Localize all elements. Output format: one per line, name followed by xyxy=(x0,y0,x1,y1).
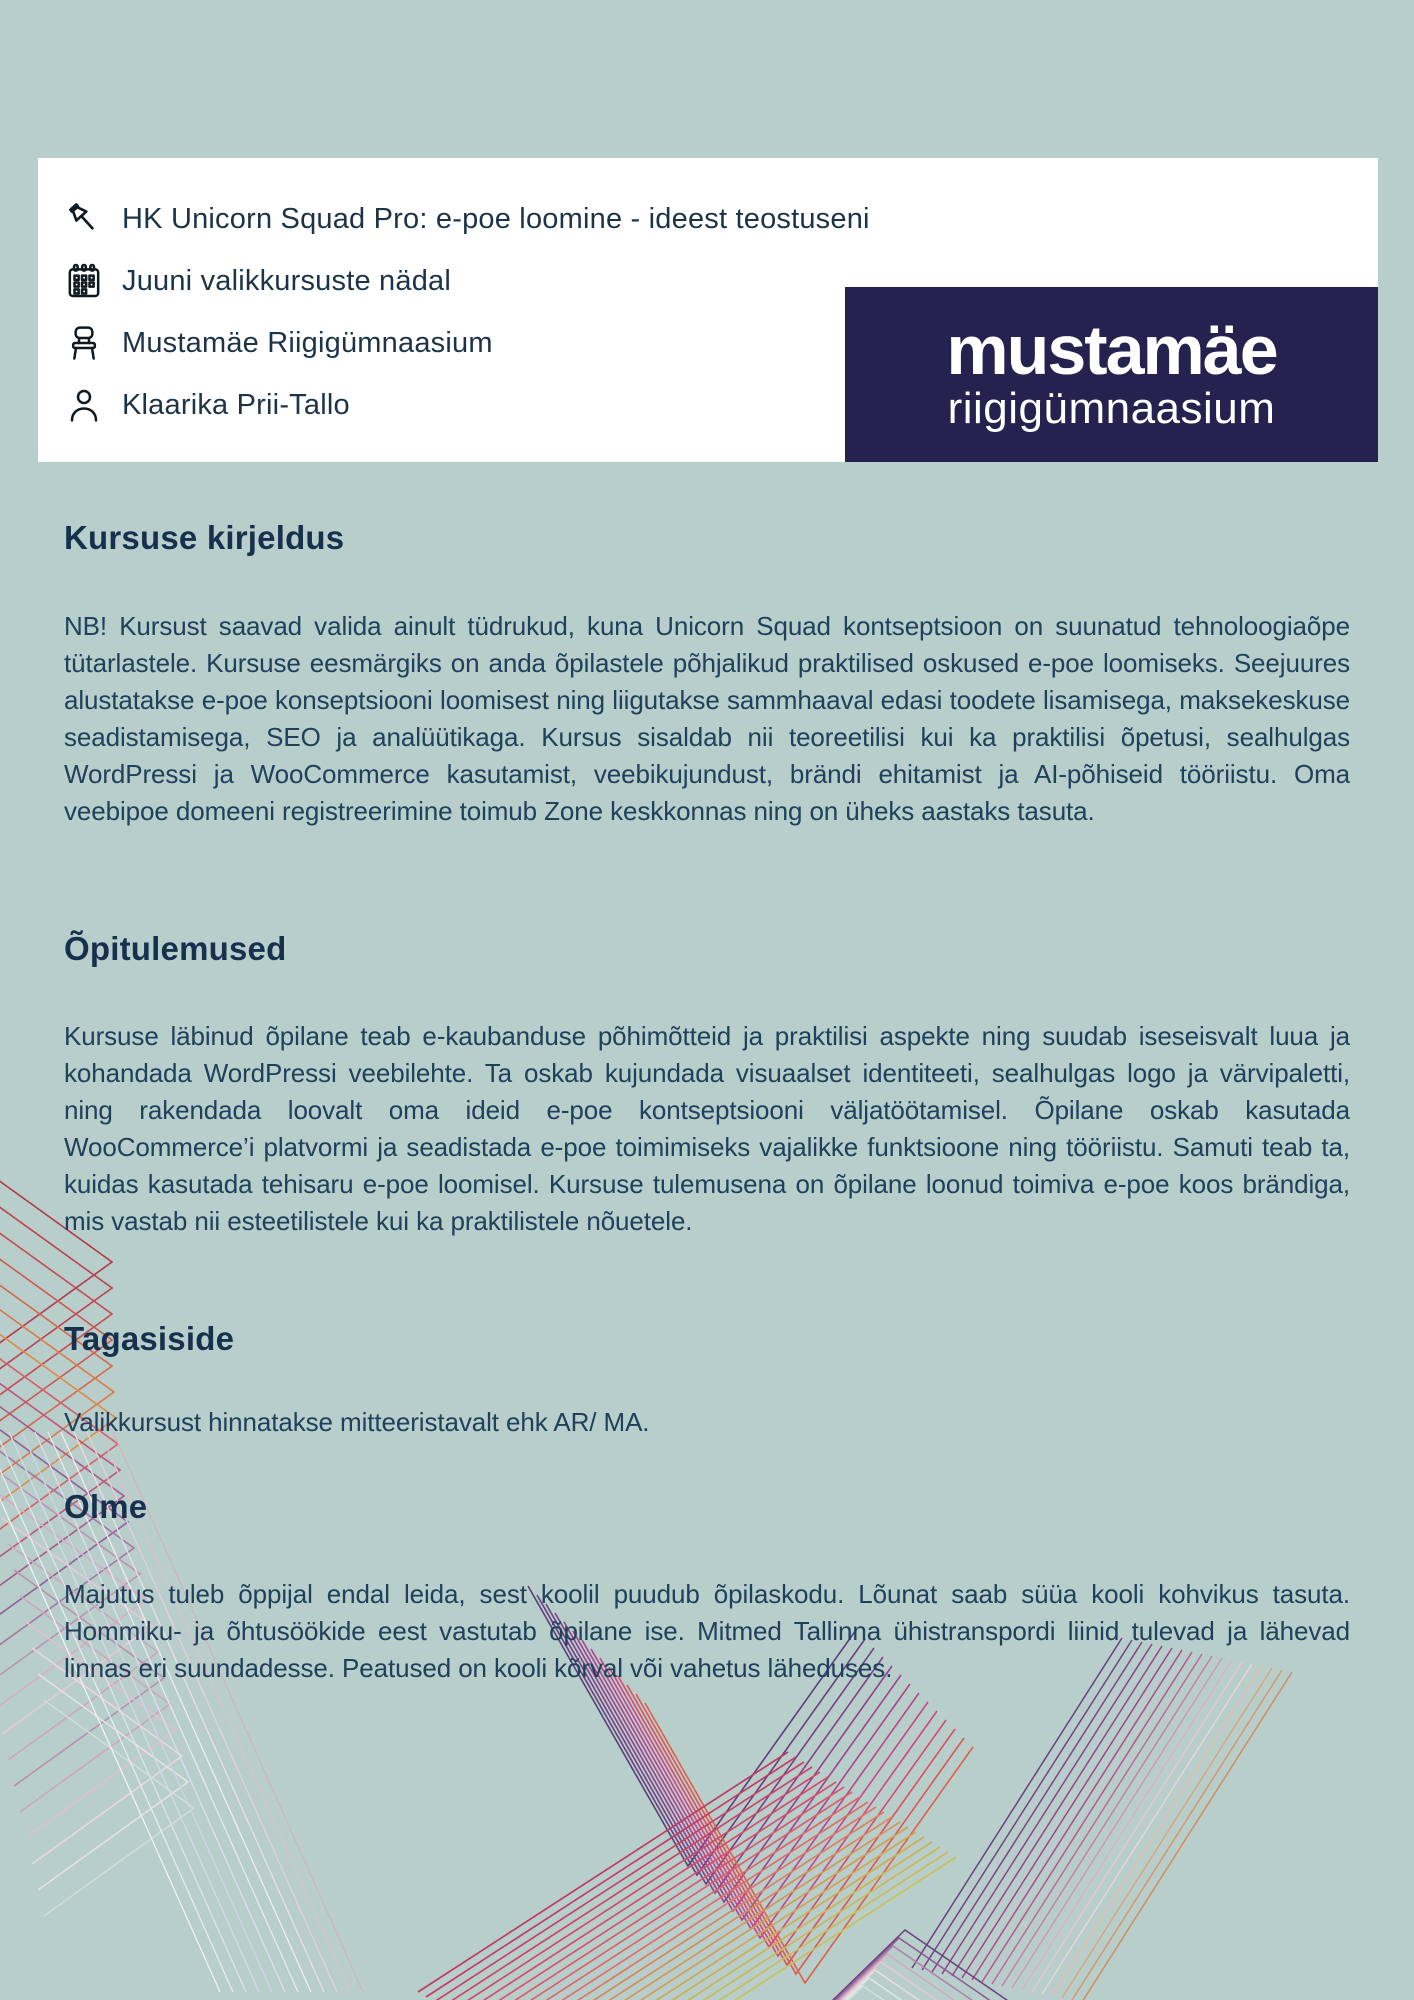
chair-icon xyxy=(62,321,106,365)
school-row xyxy=(62,312,870,374)
section-body-olme: Majutus tuleb õppijal endal leida, sest koolil puudub õpilaskodu. Lõunat saab süüa kooli kohvikus tasuta. Hommiku- ja õhtusöökide eest vastutab õpilane ise. Mitmed Tallinna ühistranspordi liinid tulevad ja lähevad linnas eri suundadesse. Peatused on kooli kõrval või vahetus läheduses. xyxy=(64,1579,1350,1683)
section-heading-olme: Olme xyxy=(64,1488,148,1525)
pushpin-icon xyxy=(62,197,106,241)
course-period: Juuni valikkursuste nädal xyxy=(122,264,452,297)
school-logo xyxy=(845,287,1378,462)
section-body-opitulemused: Kursuse läbinud õpilane teab e-kaubanduse põhimõtteid ja praktilisi aspekte ning suudab iseseisvalt luua ja kohandada WordPressi veebilehte. Ta oskab kujundada visuaalset identiteeti, sealhulgas logo ja värvipaletti, ning rakendada loovalt oma ideid e-poe kontseptsiooni väljatöötamisel. Õpilane oskab kasutada WooCommerce’i platvormi ja seadistada e-poe toimimiseks vajalikke funktsioone ning tööriistu. Samuti teab ta, kuidas kasutada tehisaru e-poe loomisel. Kursuse tulemusena on õpilane loonud toimiva e-poe koos brändiga, mis vastab nii esteetilistele kui ka praktilistele nõuetele. xyxy=(64,1021,1350,1236)
section-body-tagasiside: Valikkursust hinnatakse mitteeristavalt ehk AR/ MA. xyxy=(64,1407,650,1437)
school-logo-wordmark: mustamäe xyxy=(946,311,1277,390)
school-name: Mustamäe Riigigümnaasium xyxy=(122,326,493,359)
teacher-row xyxy=(62,374,870,436)
school-logo-subtitle: riigigümnaasium xyxy=(947,383,1276,433)
section-heading-kursuse-kirjeldus: Kursuse kirjeldus xyxy=(64,519,345,556)
section-heading-opitulemused: Õpitulemused xyxy=(64,930,287,967)
person-icon xyxy=(62,383,106,427)
calendar-icon xyxy=(62,259,106,303)
course-header-card xyxy=(38,158,1378,462)
course-meta-list xyxy=(62,188,870,436)
course-title: HK Unicorn Squad Pro: e-poe loomine - ideest teostuseni xyxy=(122,202,870,235)
course-period-row xyxy=(62,250,870,312)
section-body-kursuse-kirjeldus: NB! Kursust saavad valida ainult tüdrukud, kuna Unicorn Squad kontseptsioon on suunatud tehnoloogiaõpe tütarlastele. Kursuse eesmärgiks on anda õpilastele põhjalikud praktilised oskused e-poe loomiseks. Seejuures alustatakse e-poe konseptsiooni loomisest ning liigutakse sammhaaval edasi toodete lisamisega, maksekeskuse seadistamisega, SEO ja analüütikaga. Kursus sisaldab nii teoreetilisi kui ka praktilisi õpetusi, sealhulgas WordPressi ja WooCommerce kasutamist, veebikujundust, brändi ehitamist ja AI-põhiseid tööriistu. Oma veebipoe domeeni registreerimine toimub Zone keskkonnas ning on üheks aastaks tasuta. xyxy=(64,611,1350,826)
teacher-name: Klaarika Prii-Tallo xyxy=(122,388,350,421)
course-title-row xyxy=(62,188,870,250)
section-heading-tagasiside: Tagasiside xyxy=(64,1320,235,1357)
